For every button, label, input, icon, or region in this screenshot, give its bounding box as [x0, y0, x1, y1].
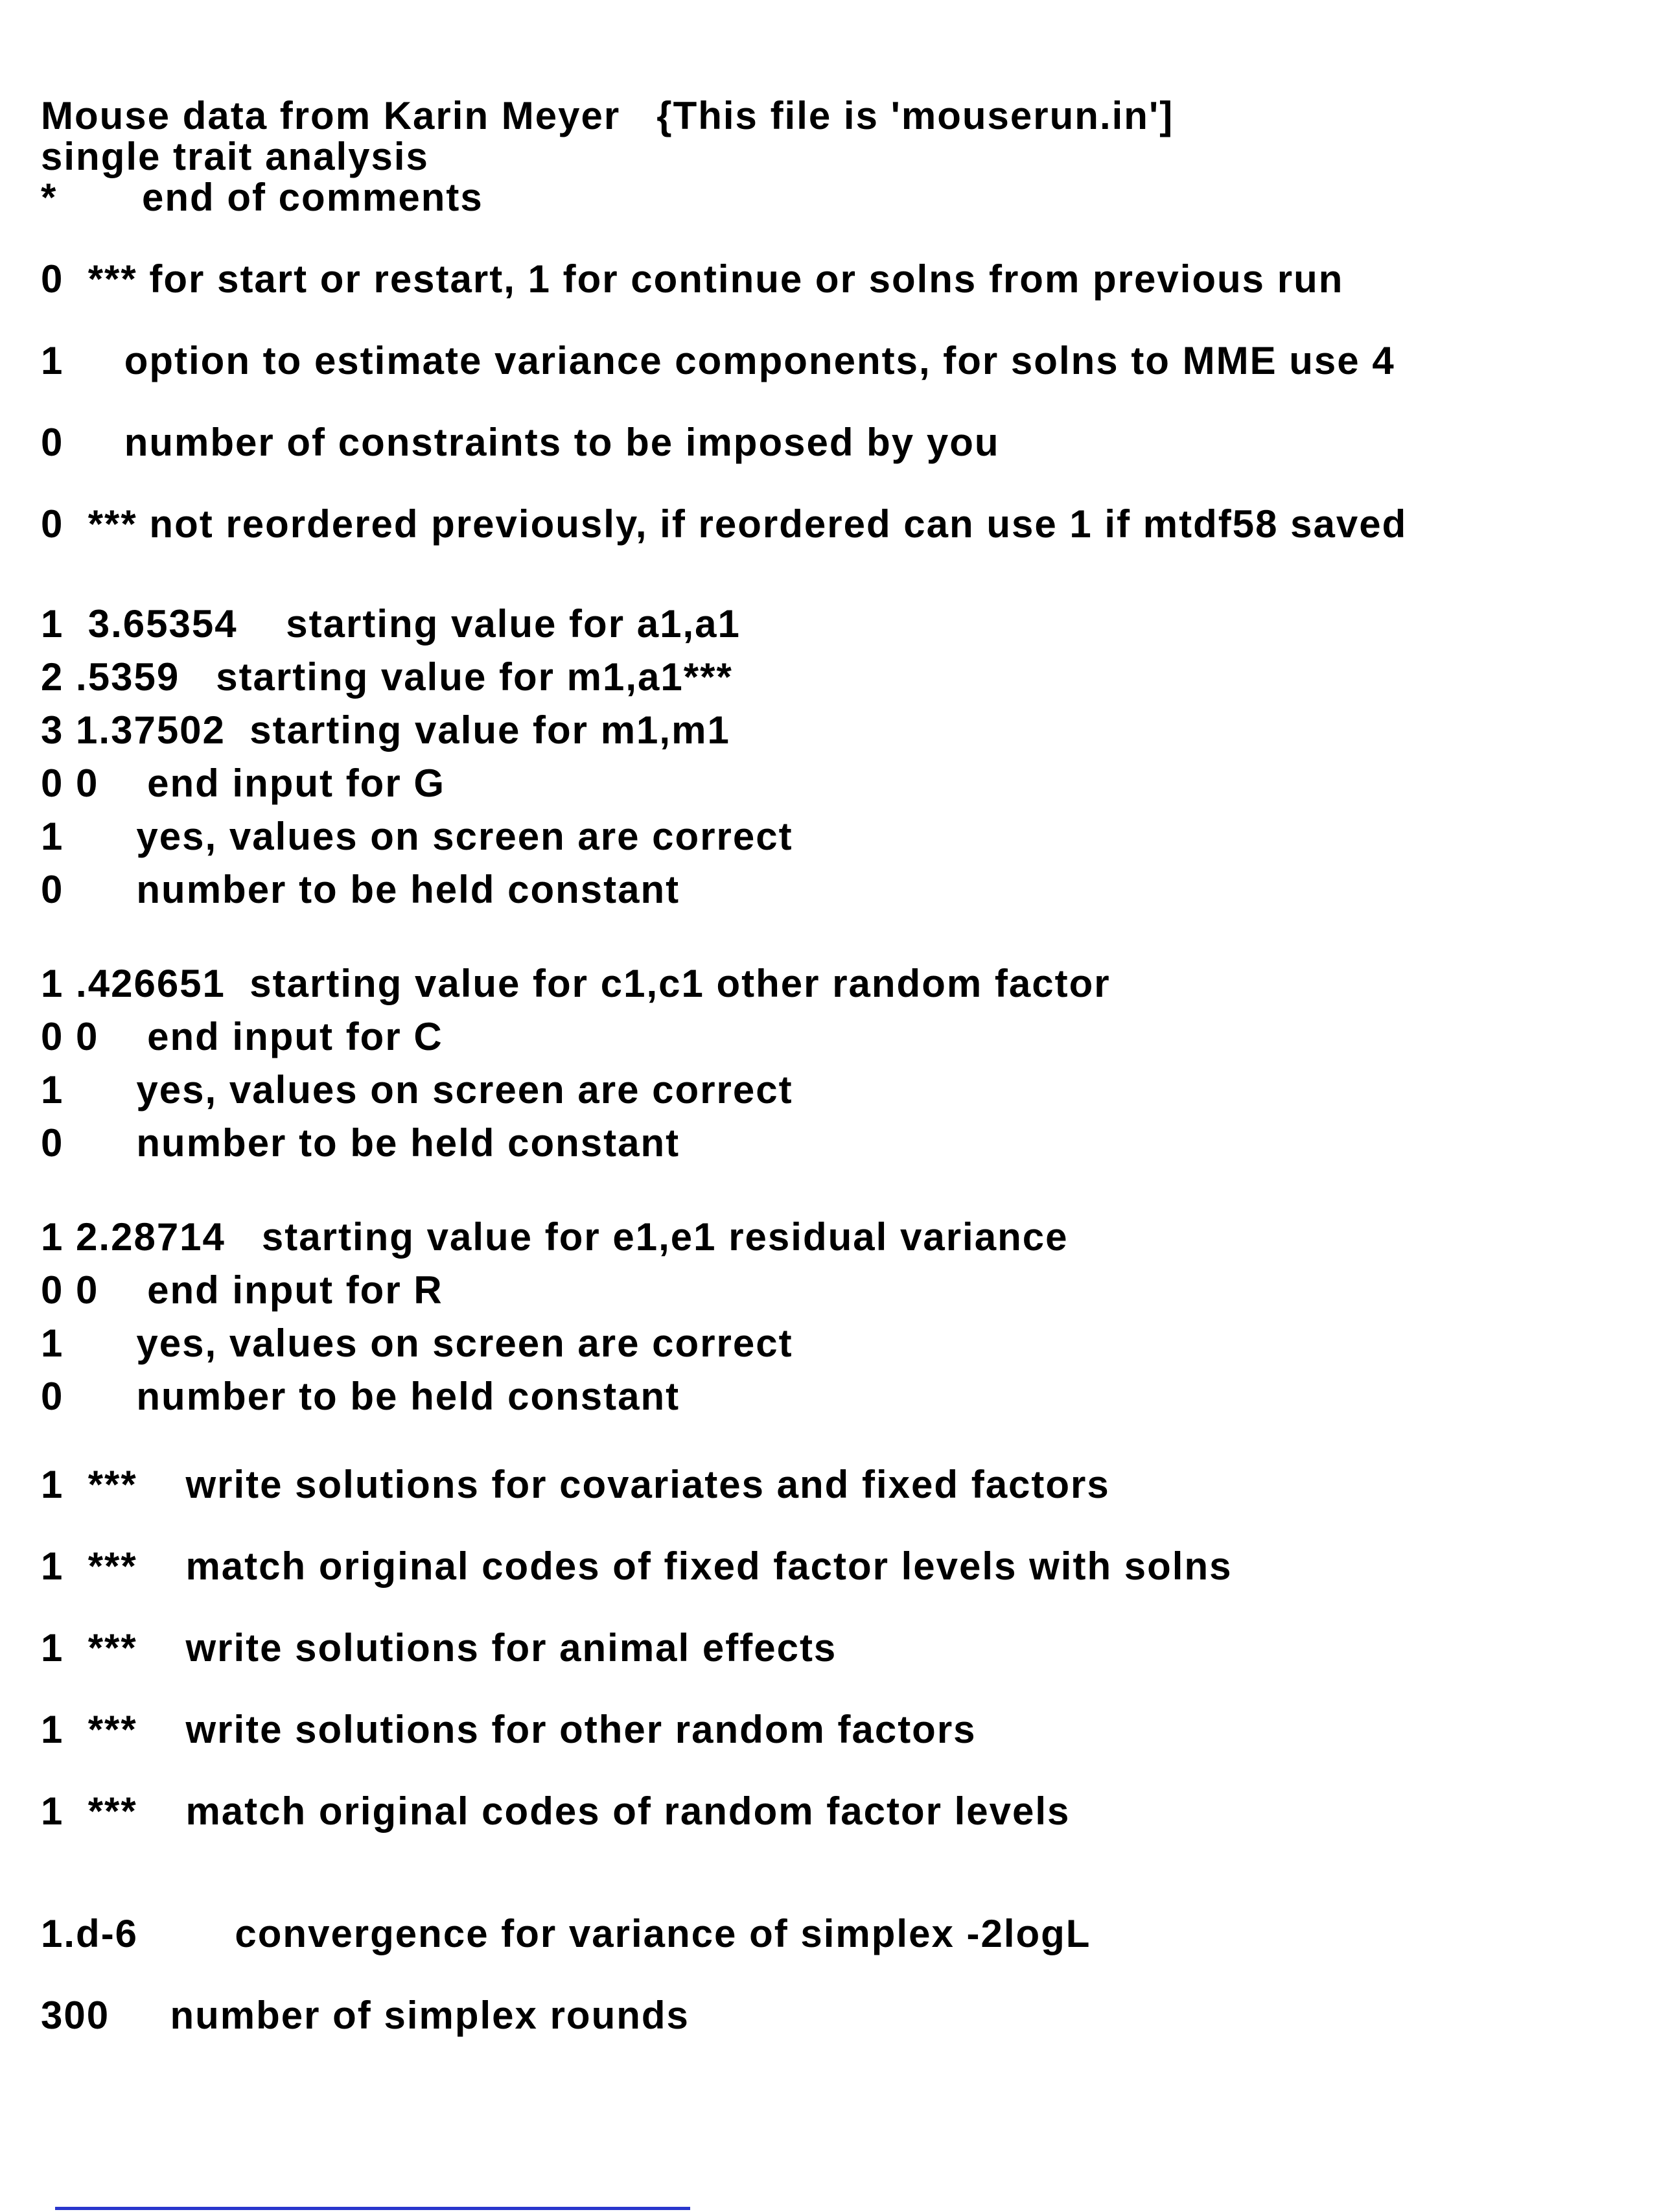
text-line — [41, 299, 1407, 340]
text-line — [41, 1954, 1407, 1995]
text-line — [41, 1423, 1407, 1464]
text-line — [41, 1832, 1407, 1872]
text-line: 1 2.28714 starting value for e1,e1 residual variance — [41, 1215, 1069, 1259]
text-line — [41, 381, 1407, 422]
text-line — [41, 916, 1407, 957]
text-line: 300 number of simplex rounds — [41, 1994, 690, 2037]
text-line: 0 number of constraints to be imposed by you — [41, 421, 1000, 464]
text-line: 1 *** match original codes of fixed factor levels with solns — [41, 1544, 1233, 1588]
text-line — [41, 1872, 1407, 1913]
text-line: 2 .5359 starting value for m1,a1*** — [41, 655, 733, 699]
text-line — [41, 1505, 1407, 1546]
text-line: Mouse data from Karin Meyer {This file is 'mouserun.in'] — [41, 94, 1174, 137]
text-line — [41, 1587, 1407, 1627]
text-line: 1.d-6 convergence for variance of simplex -2logL — [41, 1912, 1091, 1955]
text-line: 0 0 end input for G — [41, 762, 446, 805]
file-content — [41, 95, 1407, 2036]
text-line: 1 *** write solutions for covariates and fixed factors — [41, 1463, 1110, 1506]
text-line: 1 *** write solutions for animal effects — [41, 1626, 837, 1670]
text-line: 1 yes, values on screen are correct — [41, 1068, 793, 1112]
text-line — [41, 1668, 1407, 1709]
text-line — [41, 544, 1407, 598]
text-line: 0 0 end input for C — [41, 1015, 443, 1058]
text-line — [41, 218, 1407, 259]
text-line: 1 *** match original codes of random factor levels — [41, 1789, 1071, 1833]
text-line: 0 *** for start or restart, 1 for continue or solns from previous run — [41, 257, 1344, 301]
text-line: 1 option to estimate variance components, for solns to MME use 4 — [41, 339, 1395, 382]
text-line: single trait analysis — [41, 135, 429, 178]
text-line: 1 .426651 starting value for c1,c1 other random factor — [41, 962, 1111, 1005]
text-line: 0 number to be held constant — [41, 1375, 680, 1418]
text-line: 1 yes, values on screen are correct — [41, 815, 793, 858]
text-line: 1 *** write solutions for other random factors — [41, 1708, 977, 1751]
text-line: 1 yes, values on screen are correct — [41, 1321, 793, 1365]
text-line — [41, 463, 1407, 504]
text-line: 0 number to be held constant — [41, 868, 680, 911]
text-line: 0 number to be held constant — [41, 1121, 680, 1165]
text-line: 0 *** not reordered previously, if reordered can use 1 if mtdf58 saved — [41, 502, 1408, 546]
bottom-blue-rule — [55, 2207, 690, 2210]
text-line: * end of comments — [41, 176, 483, 219]
text-line: 0 0 end input for R — [41, 1268, 443, 1312]
text-line: 1 3.65354 starting value for a1,a1 — [41, 602, 741, 646]
text-line — [41, 1170, 1407, 1211]
text-line — [41, 1750, 1407, 1791]
text-line: 3 1.37502 starting value for m1,m1 — [41, 708, 730, 752]
